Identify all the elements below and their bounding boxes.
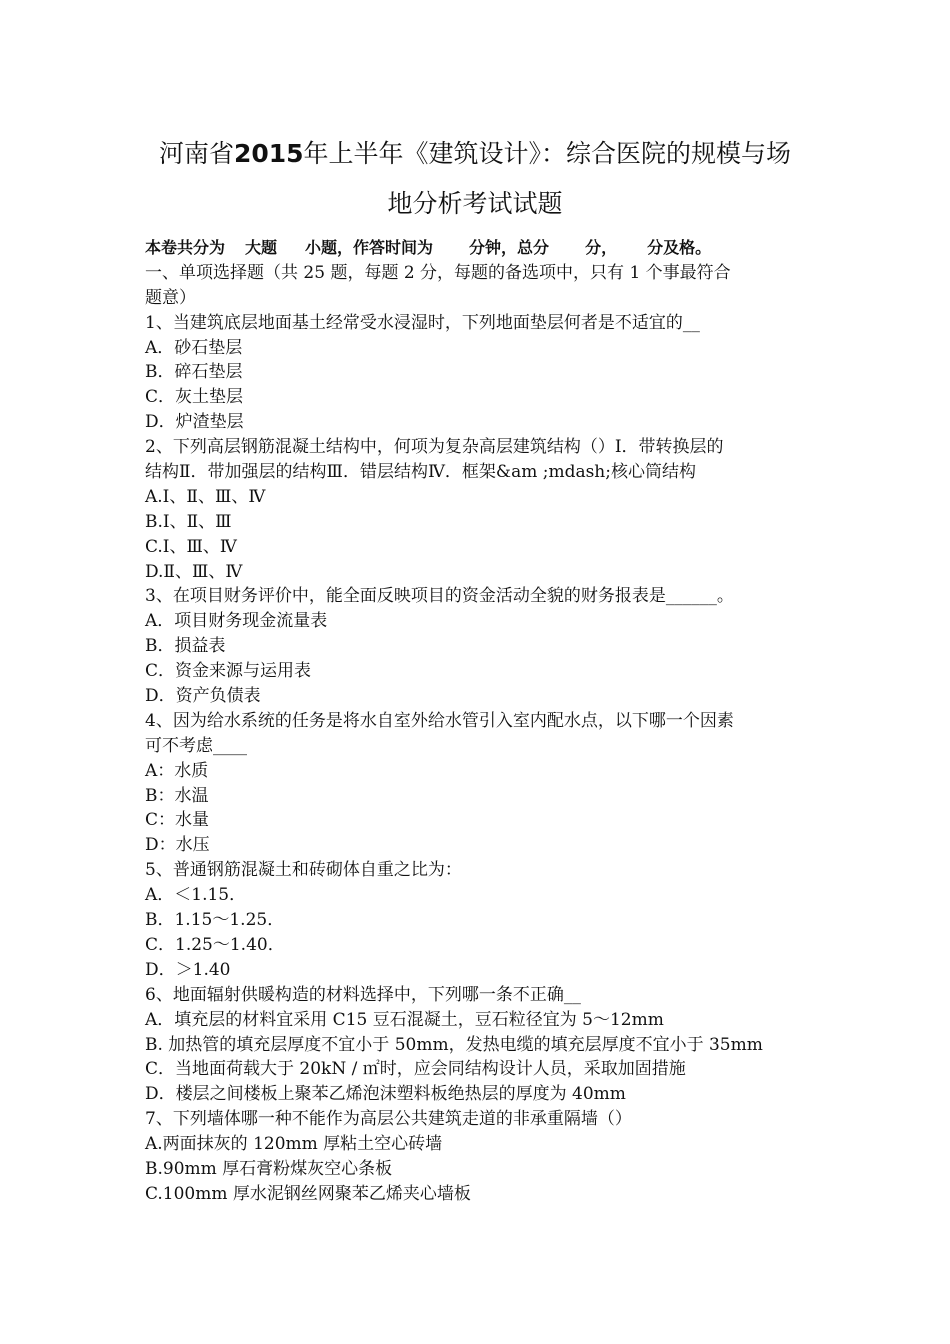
- title-line-1: [0, 137, 950, 171]
- text-line: 一、单项选择题（共 25 题，每题 2 分，每题的备选项中，只有 1 个事最符合: [145, 262, 731, 283]
- option-line: D．＞1.40: [145, 959, 231, 980]
- exam-body: [145, 236, 815, 1207]
- option-line: B．1.15～1.25．: [145, 910, 285, 931]
- option-line: C．1.25～1.40．: [145, 934, 285, 955]
- option-line: B．碎石垫层: [145, 362, 243, 383]
- option-line: A．砂石垫层: [145, 337, 243, 358]
- option-line: C.100mm 厚水泥钢丝网聚苯乙烯夹心墙板: [145, 1183, 471, 1204]
- question-6: 6、地面辐射供暖构造的材料选择中，下列哪一条不正确__: [145, 984, 581, 1005]
- option-line: B.90mm 厚石膏粉煤灰空心条板: [145, 1158, 393, 1179]
- text-line: 可不考虑____: [145, 735, 247, 756]
- option-line: A.Ⅰ、Ⅱ、Ⅲ、Ⅳ: [145, 486, 266, 507]
- option-line: C：水量: [145, 810, 210, 831]
- option-line: C.Ⅰ、Ⅲ、Ⅳ: [145, 536, 237, 557]
- option-line: D．楼层之间楼板上聚苯乙烯泡沫塑料板绝热层的厚度为 40mm: [145, 1084, 626, 1105]
- title-line-2: 地分析考试试题: [387, 189, 563, 218]
- option-line: B．损益表: [145, 636, 226, 657]
- text-line: 结构Ⅱ．带加强层的结构Ⅲ．错层结构Ⅳ．框架&am ;mdash;核心筒结构: [145, 462, 696, 483]
- title-suffix: 年上半年《建筑设计》：综合医院的规模与场: [303, 139, 792, 168]
- option-line: C．当地面荷载大于 20kN / ㎡时，应会同结构设计人员，采取加固措施: [145, 1059, 686, 1080]
- instr-part-2: 大题: [245, 238, 278, 257]
- option-line: C．灰土垫层: [145, 387, 244, 408]
- question-3: 3、在项目财务评价中，能全面反映项目的资金活动全貌的财务报表是______。: [145, 586, 734, 607]
- option-line: D.Ⅱ、Ⅲ、Ⅳ: [145, 561, 243, 582]
- instr-part-3: 小题，作答时间为: [305, 238, 434, 257]
- title-year: 2015: [233, 139, 304, 168]
- question-4: 4、因为给水系统的任务是将水自室外给水管引入室内配水点，以下哪一个因素: [145, 710, 734, 731]
- instructions: [145, 236, 815, 261]
- question-5: 5、普通钢筋混凝土和砖砌体自重之比为：: [145, 860, 462, 881]
- option-line: C．资金来源与运用表: [145, 661, 312, 682]
- option-line: D．炉渣垫层: [145, 412, 244, 433]
- question-7: 7、下列墙体哪一种不能作为高层公共建筑走道的非承重隔墙（）: [145, 1109, 632, 1130]
- option-line: A．填充层的材料宜采用 C15 豆石混凝土，豆石粒径宜为 5～12mm: [145, 1009, 664, 1030]
- option-line: A．项目财务现金流量表: [145, 611, 328, 632]
- instr-part-1: 本卷共分为: [145, 238, 226, 257]
- question-2: 2、下列高层钢筋混凝土结构中，何项为复杂高层建筑结构（）Ⅰ．带转换层的: [145, 437, 724, 458]
- instr-part-5: 分，: [585, 238, 618, 257]
- question-1: 1、当建筑底层地面基土经常受水浸湿时，下列地面垫层何者是不适宜的__: [145, 312, 700, 333]
- instr-part-4: 分钟，总分: [469, 238, 550, 257]
- title-prefix: 河南省: [158, 139, 234, 168]
- option-line: B：水温: [145, 785, 209, 806]
- option-line: D：水压: [145, 835, 210, 856]
- option-line: D．资产负债表: [145, 686, 261, 707]
- option-line: B. 加热管的填充层厚度不宜小于 50mm，发热电缆的填充层厚度不宜小于 35mm: [145, 1034, 763, 1055]
- option-line: A．＜1.15．: [145, 885, 247, 906]
- option-line: A.两面抹灰的 120mm 厚粘土空心砖墙: [145, 1134, 443, 1155]
- option-line: A：水质: [145, 760, 209, 781]
- instr-part-6: 分及格。: [647, 238, 712, 257]
- option-line: B.Ⅰ、Ⅱ、Ⅲ: [145, 511, 232, 532]
- text-line: 题意）: [145, 287, 196, 308]
